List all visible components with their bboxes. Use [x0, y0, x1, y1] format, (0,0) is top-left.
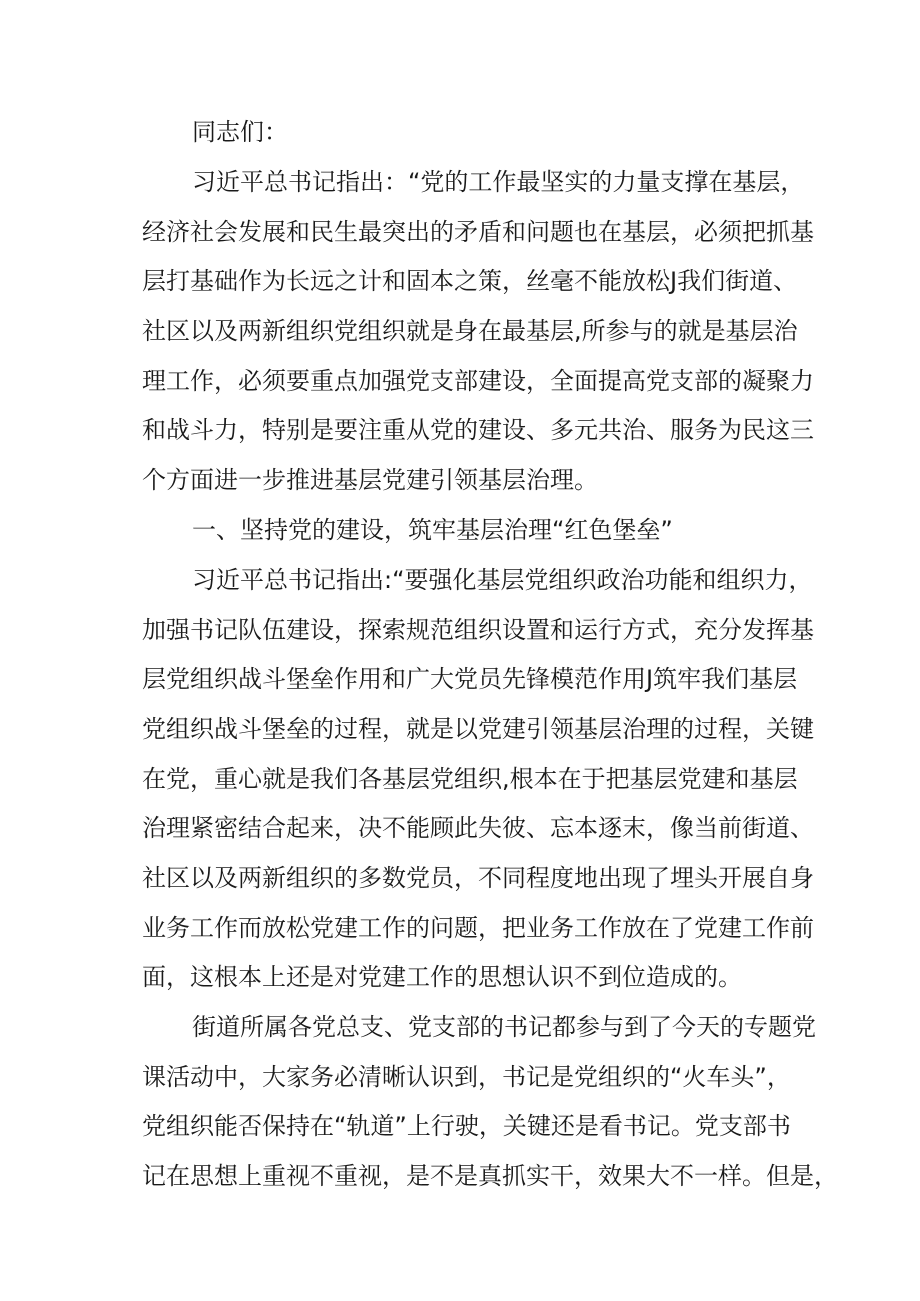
paragraph-line: 个方面进一步推进基层党建引领基层治理。 — [142, 466, 598, 494]
paragraph-line: 和战斗力，特别是要注重从党的建设、多元共治、服务为民这三 — [142, 416, 814, 444]
paragraph-line: 习近平总书记指出：“党的工作最坚实的力量支撑在基层， — [192, 168, 805, 196]
paragraph-line: 习近平总书记指出:“要强化基层党组织政治功能和组织力， — [192, 566, 813, 594]
paragraph-line: 治理紧密结合起来，决不能顾此失彼、忘本逐末，像当前街道、 — [142, 814, 814, 842]
paragraph-line: 社区以及两新组织党组织就是身在最基层,所参与的就是基层治 — [142, 317, 798, 345]
paragraph-line: 层打基础作为长远之计和固本之策，丝毫不能放松J我们街道、 — [142, 267, 798, 295]
paragraph-line: 业务工作而放松党建工作的问题，把业务工作放在了党建工作前 — [142, 914, 814, 942]
paragraph-line: 课活动中，大家务必清晰认识到，书记是党组织的“火车头”， — [142, 1063, 791, 1091]
paragraph-line: 加强书记队伍建设，探索规范组织设置和运行方式，充分发挥基 — [142, 616, 814, 644]
paragraph-line: 街道所属各党总支、党支部的书记都参与到了今天的专题党 — [192, 1013, 816, 1041]
salutation: 同志们： — [192, 118, 288, 146]
paragraph-line: 在党，重心就是我们各基层党组织,根本在于把基层党建和基层 — [142, 765, 798, 793]
section-heading: 一、坚持党的建设，筑牢基层治理“红色堡垒” — [192, 516, 673, 544]
paragraph-line: 党组织战斗堡垒的过程，就是以党建引领基层治理的过程，关键 — [142, 715, 814, 743]
paragraph-line: 社区以及两新组织的多数党员，不同程度地出现了埋头开展自身 — [142, 864, 814, 892]
paragraph-line: 党组织能否保持在“轨道”上行驶，关键还是看书记。党支部书 — [142, 1112, 791, 1140]
paragraph-line: 层党组织战斗堡垒作用和广大党员先锋模范作用J筑牢我们基层 — [142, 665, 798, 693]
paragraph-line: 理工作，必须要重点加强党支部建设，全面提高党支部的凝聚力 — [142, 367, 814, 395]
paragraph-line: 记在思想上重视不重视，是不是真抓实干，效果大不一样。但是， — [142, 1162, 838, 1190]
paragraph-line: 面，这根本上还是对党建工作的思想认识不到位造成的。 — [142, 963, 742, 991]
paragraph-line: 经济社会发展和民生最突出的矛盾和问题也在基层，必须把抓基 — [142, 218, 814, 246]
